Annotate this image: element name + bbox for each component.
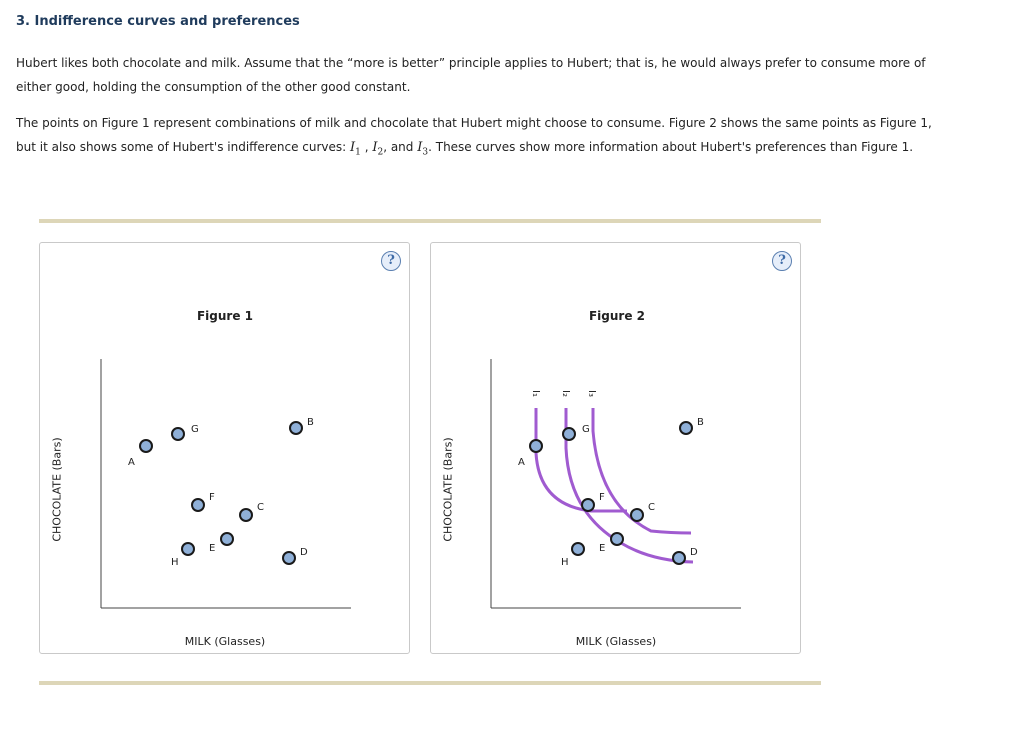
figure-2-point-a (530, 440, 542, 452)
curve-name-i1: $I_1$ (350, 140, 361, 158)
figure-1-point-label-e: E (209, 543, 216, 554)
curve-label-i3: I₃ (586, 390, 597, 397)
figure-2-point-b (680, 422, 692, 434)
figure-1-point-h (182, 543, 194, 555)
curve-name-i3: $I_3$ (417, 140, 429, 158)
figure-2-title: Figure 2 (588, 309, 646, 323)
figure-1-point-label-a: A (128, 457, 135, 468)
curve-name-i2: $I_2$ (372, 140, 384, 158)
figure-2-point-label-f: F (599, 492, 605, 503)
question-paragraph-2: The points on Figure 1 represent combinations of milk and chocolate that Hubert might choose to consume. Figure 2 shows the same points as Figure 1, but it also shows some of Hubert's indifference curves: $I_1$ , $I_2$, and $I_3$. These curves show more information about Hubert's preferences than Figure 1. (16, 116, 932, 158)
figure-2-panel (430, 242, 801, 654)
figure-1-y-axis-label: CHOCOLATE (Bars) (50, 437, 64, 542)
figure-2-point-label-d: D (690, 547, 698, 558)
question-paragraph-1: Hubert likes both chocolate and milk. Assume that the “more is better” principle applies to Hubert; that is, he would always prefer to consume more of either good, holding the consumption of the other good constant. (16, 56, 926, 94)
figure-2-point-f (582, 499, 594, 511)
paragraph-2-text-before: The points on Figure 1 represent combinations of milk and chocolate that Hubert might choose to consume. Figure 2 shows the same points as Figure 1, but it also shows some of Hubert's indifference curves: (16, 116, 932, 154)
figure-2-point-g (563, 428, 575, 440)
figure-1-point-b (290, 422, 302, 434)
figure-2-point-label-a: A (518, 457, 525, 468)
figure-1-panel (39, 242, 410, 654)
figure-2-point-c (631, 509, 643, 521)
figure-1-point-label-h: H (171, 557, 179, 568)
figure-1-point-a (140, 440, 152, 452)
curve-label-i2: I₂ (560, 390, 571, 397)
figure-1-point-label-c: C (257, 502, 264, 513)
question-title: 3. Indifference curves and preferences (16, 14, 300, 29)
figure-2-point-h (572, 543, 584, 555)
figure-2-graph (431, 243, 802, 655)
figure-2-point-label-g: G (582, 424, 590, 435)
help-icon[interactable]: ? (772, 251, 792, 271)
figure-1-point-e (221, 533, 233, 545)
figure-1-title: Figure 1 (196, 309, 254, 323)
figure-1-point-label-g: G (191, 424, 199, 435)
figure-1-x-axis-label: MILK (Glasses) (184, 635, 266, 648)
paragraph-2-text-after: . These curves show more information about Hubert's preferences than Figure 1. (428, 140, 914, 154)
help-icon[interactable]: ? (381, 251, 401, 271)
figure-2-point-label-b: B (697, 417, 704, 428)
figure-2-y-axis-label: CHOCOLATE (Bars) (441, 437, 455, 542)
figure-2-point-e (611, 533, 623, 545)
top-divider (39, 219, 821, 223)
figure-2-point-label-c: C (648, 502, 655, 513)
figure-1-point-d (283, 552, 295, 564)
figure-1-point-f (192, 499, 204, 511)
figure-1-point-c (240, 509, 252, 521)
figure-2-point-label-e: E (599, 543, 606, 554)
figure-1-point-label-b: B (307, 417, 314, 428)
bottom-divider (39, 681, 821, 685)
figure-1-point-g (172, 428, 184, 440)
figure-1-point-label-f: F (209, 492, 215, 503)
figure-2-x-axis-label: MILK (Glasses) (575, 635, 657, 648)
curve-label-i1: I₁ (530, 390, 541, 397)
figure-1-point-label-d: D (300, 547, 308, 558)
figure-2-point-label-h: H (561, 557, 569, 568)
figure-2-point-d (673, 552, 685, 564)
figure-1-graph (40, 243, 411, 655)
